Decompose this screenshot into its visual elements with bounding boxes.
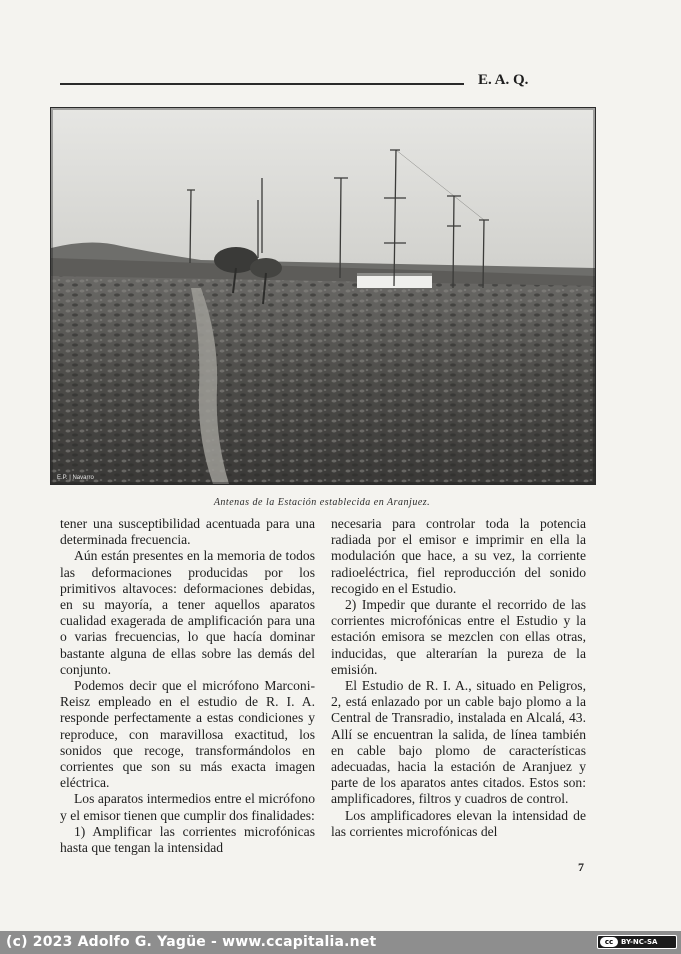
running-head: E. A. Q.	[478, 72, 529, 88]
paragraph: 2) Impedir que durante el recorrido de las corrientes microfónicas entre el Estudio y la estación emisora se mezclen con ellas otras, inducidas, que alterarían la pureza de la emisión.	[331, 597, 586, 677]
paragraph: Aún están presentes en la memoria de todos las deformaciones producidas por los primitivos altavoces: deformaciones debidas, en su mayoría, a tener aquellos aparatos cualidad exagerada de amplificación para una o varias frecuencias, lo que hacía dominar bastante alguna de ellas sobre las demás del conjunto.	[60, 548, 315, 677]
paragraph: 1) Amplificar las corrientes microfónicas hasta que tengan la intensidad	[60, 823, 315, 856]
page-number: 7	[578, 860, 584, 874]
paragraph: El Estudio de R. I. A., situado en Peligros, 2, está enlazado por un cable bajo plomo a la Central de Transradio, instalada en Alcalá, 43. Allí se encuentran la salida, de línea también en cable bajo plomo de características adecuadas, hacia la estación de Aranjuez y parte de los aparatos antes citados. Estos son: amplificadores, filtros y cuadros de control.	[331, 678, 586, 807]
right-column	[331, 516, 586, 840]
paragraph: Los aparatos intermedios entre el micrófono y el emisor tienen que cumplir dos finalidades:	[60, 791, 315, 823]
header-rule	[60, 83, 464, 85]
left-column	[60, 516, 315, 856]
antenna-photo	[50, 107, 596, 485]
antenna-photo-image	[51, 108, 595, 484]
photo-credit: E.P. | Navarro	[57, 475, 94, 481]
paragraph: Podemos decir que el micrófono Marconi-Reisz empleado en el estudio de R. I. A. responde perfectamente a estas condiciones y reproduce, con maravillosa exactitud, los sonidos que recoge, transformándolos en corrientes que son su más exacta imagen eléctrica.	[60, 678, 315, 791]
watermark-text: (c) 2023 Adolfo G. Yagüe - www.ccapitalia.net	[6, 934, 377, 950]
license-label: BY-NC-SA	[621, 938, 658, 946]
paragraph: tener una susceptibilidad acentuada para una determinada frecuencia.	[60, 516, 315, 548]
paragraph: necesaria para controlar toda la potencia radiada por el emisor e imprimir en ella la modulación que hace, a su vez, la corriente radioeléctrica, fiel reproducción del sonido recogido en el Estudio.	[331, 516, 586, 596]
license-badge[interactable]	[597, 935, 677, 949]
paragraph: Los amplificadores elevan la intensidad de las corrientes microfónicas del	[331, 807, 586, 839]
figure-caption: Antenas de la Estación establecida en Aranjuez.	[213, 497, 431, 508]
watermark-bar	[0, 931, 681, 954]
creative-commons-icon: cc	[600, 937, 618, 947]
